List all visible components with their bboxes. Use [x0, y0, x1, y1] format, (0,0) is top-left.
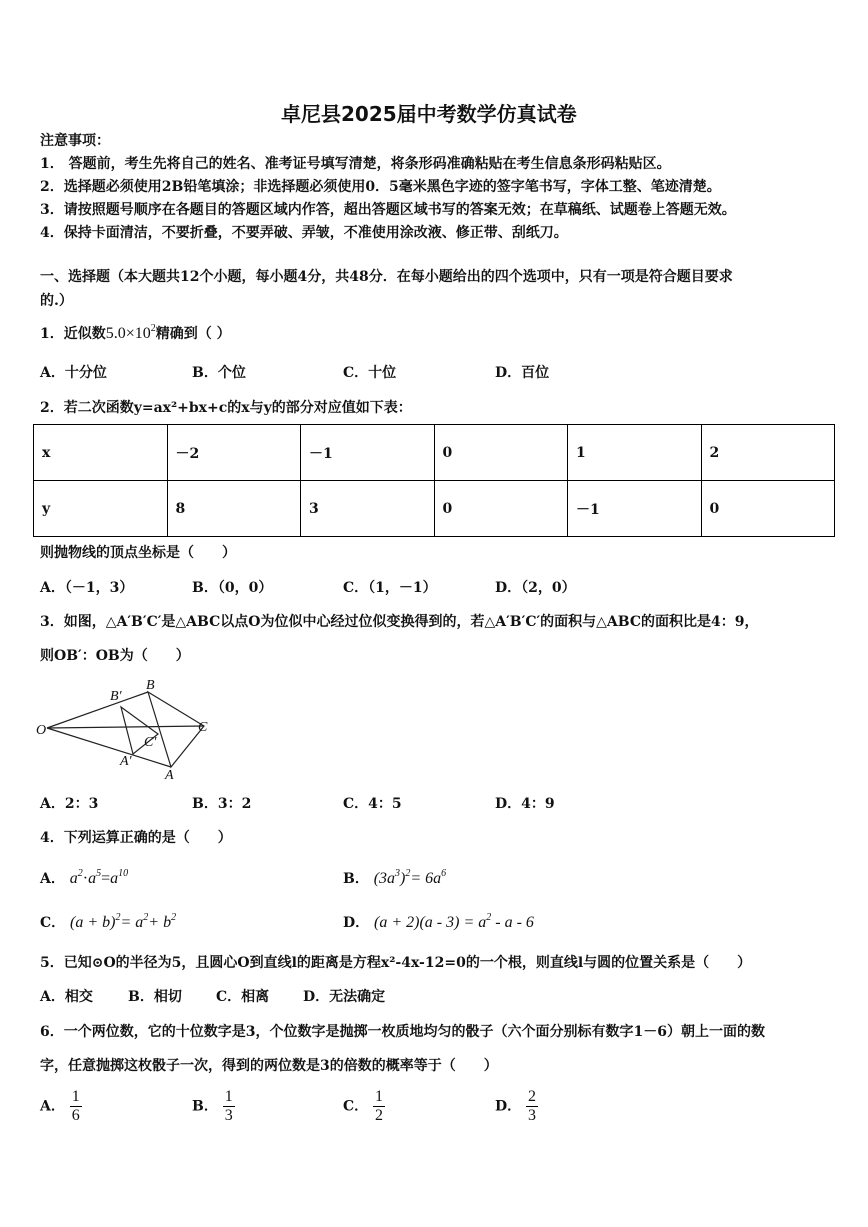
q6-label-c: C． [343, 1098, 369, 1115]
q4-label-b: B． [343, 871, 369, 887]
q6-label-a: A． [40, 1098, 65, 1115]
fraction-denominator: 3 [224, 1107, 233, 1124]
notice-item-4: 4．保持卡面清洁，不要折叠，不要弄破、弄皱，不准使用涂改液、修正带、刮纸刀。 [40, 225, 568, 241]
expr-part: a [69, 870, 78, 887]
q2-option-a: A．（－1，3） [40, 580, 134, 596]
table-cell: 8 [167, 481, 301, 537]
expr-exp: 2 [143, 912, 149, 923]
table-row [34, 481, 835, 537]
q1-expr-exp: 2 [150, 323, 156, 334]
q2-option-d: D．（2，0） [495, 580, 576, 596]
q2-option-c: C．（1，－1） [343, 580, 437, 596]
q5-option-a: A．相交 [40, 989, 93, 1005]
expr-exp: 2 [405, 868, 411, 879]
fraction [373, 1088, 385, 1125]
q1-option-a: A．十分位 [40, 365, 107, 381]
q4-label-c: C． [40, 915, 66, 931]
expr-part: (a + b) [70, 914, 116, 931]
expr-exp: 2 [77, 868, 83, 879]
q3-option-a: A．2：3 [40, 796, 99, 812]
notice-item-1: 1． 答题前，考生先将自己的姓名、准考证号填写清楚，将条形码准确粘贴在考生信息条形码粘贴区。 [40, 156, 671, 172]
q2-value-table [33, 424, 835, 537]
q5-option-c: C．相离 [216, 989, 270, 1005]
q4-option-b [343, 868, 447, 887]
q1-option-b: B．个位 [192, 365, 246, 381]
q6-option-c [343, 1088, 385, 1125]
q6-option-a [40, 1088, 82, 1125]
label-a-prime: A′ [120, 754, 132, 769]
q4-option-c [40, 912, 177, 931]
q6-option-b [192, 1088, 235, 1125]
expr-part: · [82, 870, 89, 887]
table-cell: 1 [568, 425, 702, 481]
table-cell: y [34, 481, 168, 537]
expr-part: a [110, 870, 119, 887]
table-cell: －1 [568, 481, 702, 537]
q3-figure [36, 676, 216, 784]
q4-expr-d [374, 914, 534, 931]
fraction-numerator: 1 [224, 1088, 233, 1105]
q2-question: 则抛物线的顶点坐标是（ ） [40, 545, 236, 561]
q1-suffix: 精确到（ ） [155, 326, 231, 342]
table-row [34, 425, 835, 481]
table-cell: x [34, 425, 168, 481]
label-b: B [146, 678, 155, 693]
q1-prefix: 1．近似数 [40, 326, 106, 342]
line-ob [47, 692, 148, 728]
q1-option-d: D．百位 [495, 365, 550, 381]
q4-expr-b [374, 870, 446, 887]
fraction-denominator: 3 [528, 1107, 537, 1124]
label-c-prime: C′ [144, 735, 157, 750]
q1-expr-base: 5.0×10 [105, 325, 151, 342]
label-a: A [165, 768, 174, 783]
q1-option-c: C．十位 [343, 365, 397, 381]
table-cell: －1 [301, 425, 435, 481]
fraction-numerator: 1 [375, 1088, 384, 1105]
q4-expr-c [70, 914, 176, 931]
q6-label-d: D． [495, 1098, 522, 1115]
fraction [526, 1088, 538, 1125]
q4-option-a [40, 868, 129, 887]
label-c: C [198, 720, 208, 735]
page-title: 卓尼县2025届中考数学仿真试卷 [281, 102, 577, 126]
expr-exp: 2 [171, 912, 177, 923]
q3-option-c: C．4：5 [343, 796, 402, 812]
q3-option-d: D．4：9 [495, 796, 555, 812]
q5-option-d: D．无法确定 [303, 989, 386, 1005]
expr-part: (a + 2)(a - 3) = a [374, 914, 487, 931]
expr-part: + b [148, 914, 172, 931]
q4-stem: 4．下列运算正确的是（ ） [40, 830, 232, 846]
q5-option-b: B．相切 [128, 989, 182, 1005]
expr-part: (3a [373, 870, 396, 887]
fraction [223, 1088, 235, 1125]
fraction-denominator: 6 [71, 1107, 80, 1124]
q3-stem-line2: 则OB′：OB为（ ） [40, 648, 190, 664]
q6-stem-line2: 字，任意抛掷这枚骰子一次，得到的两位数是3的倍数的概率等于（ ） [40, 1058, 498, 1074]
expr-part: = a [120, 914, 144, 931]
fraction [70, 1088, 82, 1125]
expr-part: = 6a [410, 870, 442, 887]
expr-part: - a - 6 [495, 914, 534, 931]
expr-part: = [101, 870, 111, 887]
fraction-denominator: 2 [375, 1107, 384, 1124]
q2-option-b: B．（0，0） [192, 580, 273, 596]
q4-expr-a [70, 870, 128, 887]
q4-option-d [343, 912, 534, 931]
expr-exp: 3 [395, 868, 401, 879]
expr-exp: 2 [486, 912, 492, 923]
notice-item-2: 2．选择题必须使用2B铅笔填涂；非选择题必须使用0．5毫米黑色字迹的签字笔书写，字体工整、笔迹清楚。 [40, 179, 721, 195]
q5-stem: 5．已知⊙O的半径为5，且圆心O到直线l的距离是方程x²-4x-12=0的一个根，则直线l与圆的位置关系是（ ） [40, 955, 752, 971]
table-cell: 0 [701, 481, 835, 537]
table-cell: 2 [701, 425, 835, 481]
expr-exp: 2 [115, 912, 121, 923]
notice-item-3: 3．请按照题号顺序在各题目的答题区域内作答，超出答题区域书写的答案无效；在草稿纸、试题卷上答题无效。 [40, 202, 736, 218]
q6-stem-line1: 6．一个两位数，它的十位数字是3，个位数字是抛掷一枚质地均匀的骰子（六个面分别标有数字1－6）朝上一面的数 [40, 1024, 765, 1040]
section-heading-line2: 的.） [40, 293, 73, 309]
q3-stem-line1: 3．如图，△A′B′C′是△ABC以点O为位似中心经过位似变换得到的，若△A′B′C′的面积与△ABC的面积比是4：9， [40, 614, 759, 630]
section-heading-line1: 一、选择题（本大题共12个小题，每小题4分，共48分．在每小题给出的四个选项中，只有一项是符合题目要求 [40, 269, 733, 285]
expr-part: a [88, 870, 97, 887]
label-o: O [36, 723, 47, 738]
fraction-numerator: 2 [528, 1088, 537, 1105]
table-cell: 0 [434, 425, 568, 481]
expr-exp: 5 [96, 868, 102, 879]
expr-exp: 6 [441, 868, 447, 879]
q2-stem: 2．若二次函数y=ax²+bx+c的x与y的部分对应值如下表： [40, 400, 412, 416]
table-cell: －2 [167, 425, 301, 481]
expr-part: ) [400, 870, 406, 887]
triangle-abc [148, 692, 204, 767]
q4-label-a: A． [40, 871, 65, 887]
q1-stem [40, 323, 231, 342]
q6-label-b: B． [192, 1098, 218, 1115]
fraction-numerator: 1 [71, 1088, 80, 1105]
q3-option-b: B．3：2 [192, 796, 252, 812]
table-cell: 0 [434, 481, 568, 537]
notice-heading: 注意事项： [40, 133, 110, 149]
label-b-prime: B′ [110, 689, 122, 704]
q1-expr [106, 325, 156, 342]
q4-label-d: D． [343, 915, 370, 931]
expr-exp: 10 [118, 868, 129, 879]
q6-option-d [495, 1088, 538, 1125]
table-cell: 3 [301, 481, 435, 537]
